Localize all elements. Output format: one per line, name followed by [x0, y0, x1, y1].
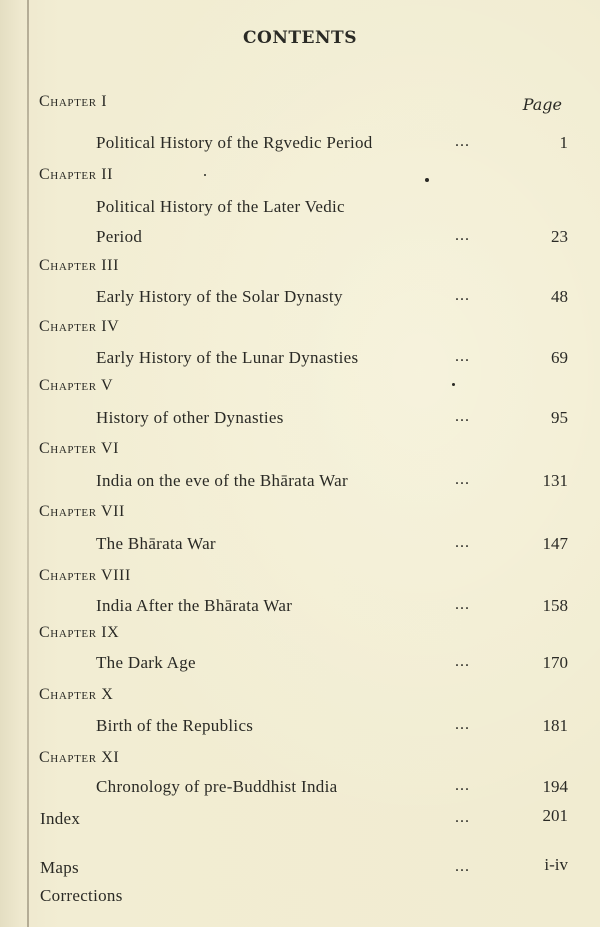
leader-dots: ...	[455, 777, 470, 794]
toc-entry-page: 95	[551, 408, 568, 427]
leader-dots: ...	[455, 653, 470, 670]
toc-entry-title: Political History of the Later Vedic	[96, 197, 345, 216]
toc-entry-page: 23	[551, 227, 568, 246]
toc-entry-page: 131	[542, 471, 568, 490]
leader-dots: ...	[455, 809, 470, 826]
toc-entry-title: History of other Dynasties	[96, 408, 284, 427]
toc-entry-page: 158	[542, 596, 568, 615]
toc-entry-title: Political History of the Rgvedic Period	[96, 133, 373, 152]
leader-dots: ...	[455, 133, 470, 150]
page-column-heading: Page	[522, 95, 562, 114]
leader-dots: ...	[455, 534, 470, 551]
chapter-heading-8: Chapter VIII	[39, 567, 131, 584]
chapter-heading-10: Chapter X	[39, 686, 114, 703]
chapter-heading-4: Chapter IV	[39, 318, 120, 335]
leader-dots: ...	[455, 287, 470, 304]
toc-entry-page: 48	[551, 287, 568, 306]
chapter-heading-6: Chapter VI	[39, 440, 120, 457]
toc-entry-title: The Bhārata War	[96, 534, 216, 553]
toc-entry-page: 194	[542, 777, 568, 796]
chapter-heading-9: Chapter IX	[39, 624, 120, 641]
toc-entry-title: Early History of the Solar Dynasty	[96, 287, 343, 306]
chapter-heading-2: Chapter II	[39, 166, 114, 183]
toc-entry-page: 1	[559, 133, 568, 152]
toc-entry-page: 170	[542, 653, 568, 672]
chapter-heading-7: Chapter VII	[39, 503, 125, 520]
toc-entry-title: India After the Bhārata War	[96, 596, 293, 615]
leader-dots: ...	[455, 348, 470, 365]
leader-dots: ...	[455, 227, 470, 244]
ink-speck	[425, 178, 429, 182]
binding-edge	[27, 0, 29, 927]
toc-maps-page: i-iv	[544, 855, 568, 874]
toc-corrections-label: Corrections	[40, 886, 123, 905]
ink-speck	[452, 383, 455, 386]
leader-dots: ...	[455, 716, 470, 733]
chapter-heading-11: Chapter XI	[39, 749, 120, 766]
toc-entry-page: 181	[542, 716, 568, 735]
ink-speck	[204, 174, 206, 176]
toc-entry-title: Early History of the Lunar Dynasties	[96, 348, 359, 367]
contents-title: CONTENTS	[243, 28, 357, 48]
toc-entry-title: The Dark Age	[96, 653, 196, 672]
toc-maps-label: Maps	[40, 858, 79, 877]
toc-entry-title: India on the eve of the Bhārata War	[96, 471, 348, 490]
leader-dots: ...	[455, 471, 470, 488]
leader-dots: ...	[455, 408, 470, 425]
toc-index-label: Index	[40, 809, 81, 828]
toc-entry-page: 147	[542, 534, 568, 553]
toc-index-page: 201	[542, 806, 568, 825]
leader-dots: ...	[455, 858, 470, 875]
toc-entry-page: 69	[551, 348, 568, 367]
leader-dots: ...	[455, 596, 470, 613]
toc-entry-title: Birth of the Republics	[96, 716, 254, 735]
toc-entry-title: Chronology of pre-Buddhist India	[96, 777, 338, 796]
chapter-heading-1: Chapter I	[39, 93, 108, 110]
chapter-heading-3: Chapter III	[39, 257, 120, 274]
chapter-heading-5: Chapter V	[39, 377, 114, 394]
toc-entry-title: Period	[96, 227, 143, 246]
